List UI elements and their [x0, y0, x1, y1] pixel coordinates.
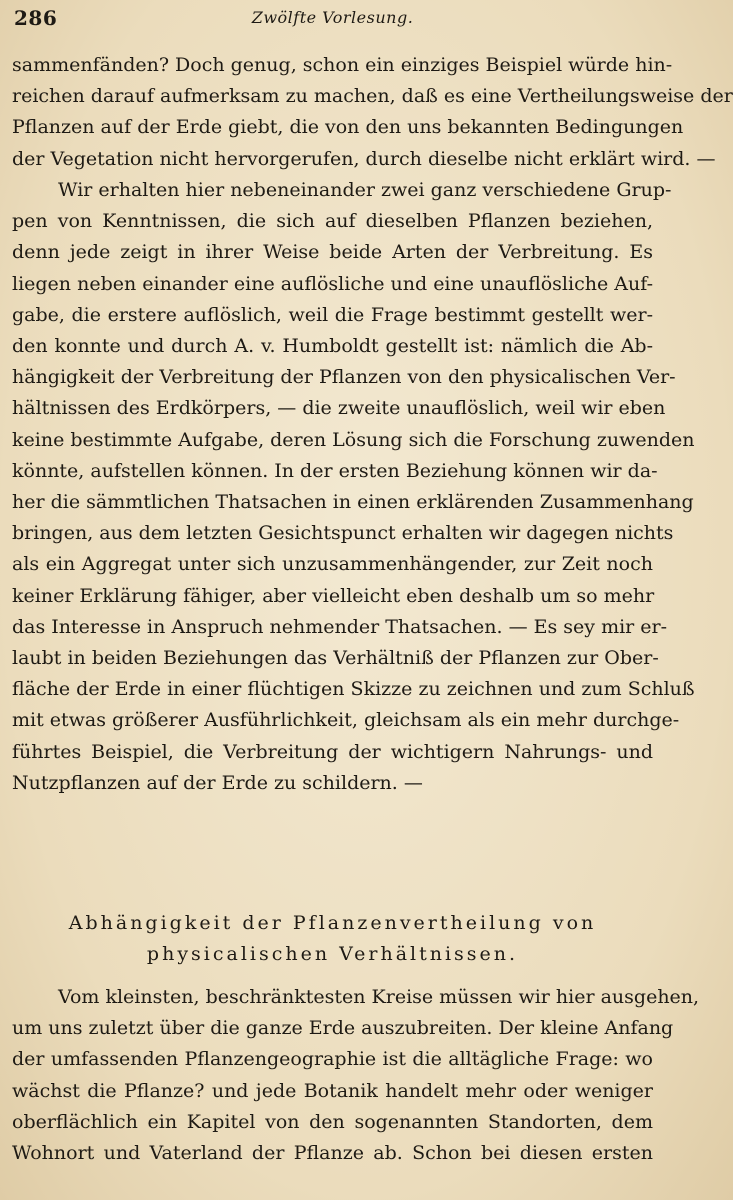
paragraph-two-groups — [12, 175, 695, 799]
text-line: reichen darauf aufmerksam zu machen, daß es eine Vertheilungsweise der — [12, 85, 733, 108]
text-line: Wir erhalten hier nebeneinander zwei ganz verschiedene Grup- — [58, 179, 672, 201]
text-line: bringen, aus dem letzten Gesichtspunct erhalten wir dagegen nichts — [12, 522, 674, 545]
text-line: Pflanzen auf der Erde giebt, die von den uns bekannten Bedingungen — [12, 116, 684, 139]
text-line: laubt in beiden Beziehungen das Verhältniß der Pflanzen zur Ober- — [12, 647, 659, 670]
text-line: Wohnort und Vaterland der Pflanze ab. Schon bei diesen ersten — [12, 1142, 653, 1165]
paragraph-continuation — [12, 50, 733, 175]
text-line: das Interesse in Anspruch nehmender Thatsachen. — Es sey mir er- — [12, 615, 668, 638]
text-line: führtes Beispiel, die Verbreitung der wichtigern Nahrungs- und — [12, 740, 653, 763]
text-line: denn jede zeigt in ihrer Weise beide Arten der Verbreitung. Es — [12, 241, 653, 264]
page-number: 286 — [14, 6, 58, 30]
running-head: Zwölfte Vorlesung. — [251, 8, 414, 27]
text-line: hängigkeit der Verbreitung der Pflanzen von den physicalischen Ver- — [12, 366, 676, 389]
text-line: Nutzpflanzen auf der Erde zu schildern. — — [12, 771, 423, 794]
text-line: gabe, die erstere auflöslich, weil die Frage bestimmt gestellt wer- — [12, 303, 653, 326]
text-line: sammenfänden? Doch genug, schon ein einziges Beispiel würde hin- — [12, 54, 673, 76]
text-line: um uns zuletzt über die ganze Erde auszubreiten. Der kleine Anfang — [12, 1017, 674, 1040]
section-heading-line: physicalischen Verhältnissen. — [146, 943, 519, 965]
text-line: wächst die Pflanze? und jede Botanik handelt mehr oder weniger — [12, 1079, 653, 1102]
text-line: den konnte und durch A. v. Humboldt gestellt ist: nämlich die Ab- — [12, 335, 653, 358]
text-line: pen von Kenntnissen, die sich auf dieselben Pflanzen beziehen, — [12, 210, 653, 233]
paragraph-smallest-circle — [12, 982, 700, 1169]
text-line: oberflächlich ein Kapitel von den sogenannten Standorten, dem — [12, 1110, 653, 1133]
text-line: der umfassenden Pflanzengeographie ist die alltägliche Frage: wo — [12, 1048, 653, 1071]
text-line: liegen neben einander eine auflösliche und eine unauflösliche Auf- — [12, 272, 653, 295]
text-line: keiner Erklärung fähiger, aber vielleicht eben deshalb um so mehr — [12, 584, 655, 607]
text-line: als ein Aggregat unter sich unzusammenhängender, zur Zeit noch — [12, 553, 653, 576]
text-line: Vom kleinsten, beschränktesten Kreise müssen wir hier ausgehen, — [58, 986, 700, 1008]
text-line: her die sämmtlichen Thatsachen in einen erklärenden Zusammenhang — [12, 491, 694, 514]
section-heading-line: Abhängigkeit der Pflanzenvertheilung von — [68, 912, 597, 934]
text-line: fläche der Erde in einer flüchtigen Skizze zu zeichnen und zum Schluß — [12, 678, 695, 701]
page-header — [14, 6, 651, 32]
text-line: könnte, aufstellen können. In der ersten Beziehung können wir da- — [12, 459, 658, 482]
text-line: keine bestimmte Aufgabe, deren Lösung sich die Forschung zuwenden — [12, 428, 695, 451]
section-heading — [0, 908, 665, 970]
text-line: hältnissen des Erdkörpers, — die zweite unauflöslich, weil wir eben — [12, 397, 666, 420]
text-line: der Vegetation nicht hervorgerufen, durch dieselbe nicht erklärt wird. — — [12, 147, 716, 170]
text-line: mit etwas größerer Ausführlichkeit, gleichsam als ein mehr durchge- — [12, 709, 680, 732]
